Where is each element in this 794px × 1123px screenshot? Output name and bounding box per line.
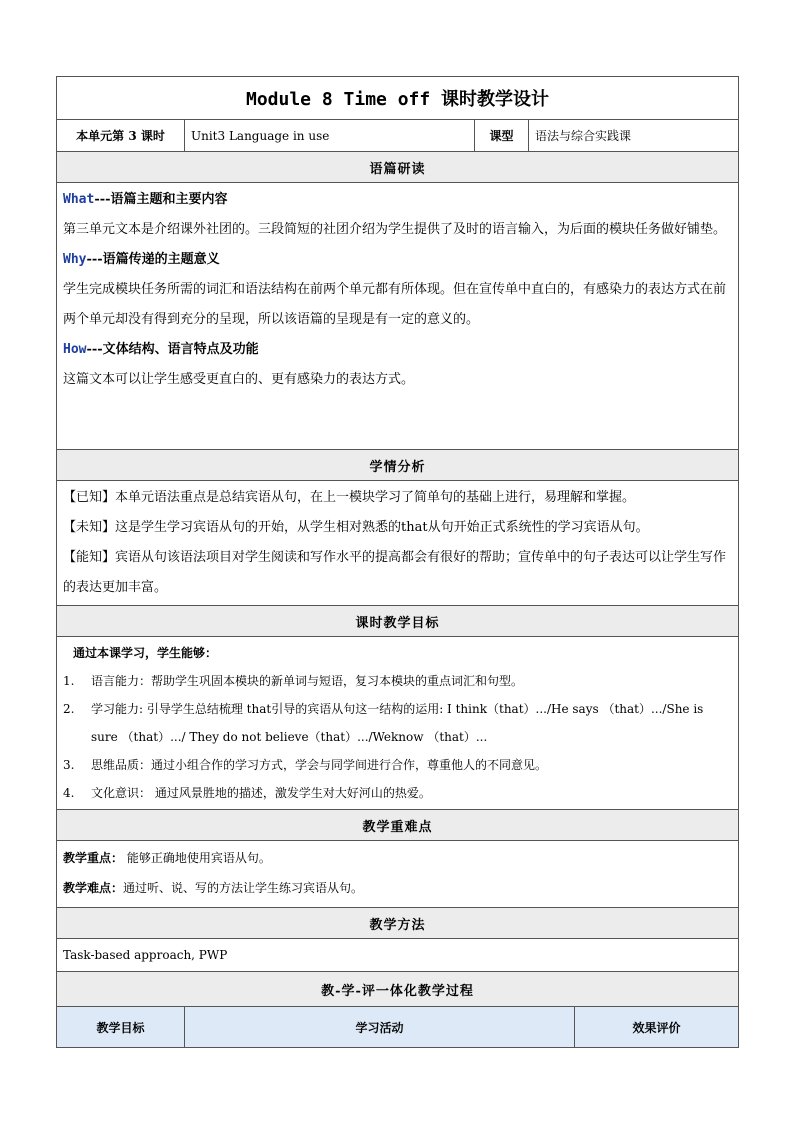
what-heading: What---语篇主题和主要内容 xyxy=(63,192,228,207)
key-points-content xyxy=(57,841,739,908)
objectives-content xyxy=(57,637,739,810)
objective-item: 1. 语言能力：帮助学生巩固本模块的新单词与短语，复习本模块的重点词汇和句型。 xyxy=(63,674,524,688)
text-study-content xyxy=(57,183,739,450)
unknown-item: 【未知】这是学生学习宾语从句的开始，从学生相对熟悉的that从句开始正式系统性的学习宾语从句。 xyxy=(63,520,649,535)
objective-item: 2. 学习能力: 引导学生总结梳理 that引导的宾语从句这一结构的运用: I think（that）.../He says （that）.../She is sure （that）.../ They do not believe（that）.../Weknow （that）... xyxy=(63,702,704,744)
lesson-type-value: 语法与综合实践课 xyxy=(529,120,739,152)
objective-item: 3. 思维品质：通过小组合作的学习方式，学会与同学间进行合作，尊重他人的不同意见。 xyxy=(63,758,548,772)
learner-analysis-content xyxy=(57,481,739,606)
process-col-objectives: 教学目标 xyxy=(57,1007,185,1048)
method-text: Task-based approach, PWP xyxy=(57,939,739,972)
why-body: 学生完成模块任务所需的词汇和语法结构在前两个单元都有所体现。但在宣传单中直白的，有感染力的表达方式在前两个单元却没有得到充分的呈现，所以该语篇的呈现是有一定的意义的。 xyxy=(63,282,727,327)
section-header-key-points: 教学重难点 xyxy=(57,810,739,841)
how-keyword: How xyxy=(63,342,87,357)
objectives-intro: 通过本课学习，学生能够： xyxy=(73,646,218,660)
lesson-plan-table xyxy=(56,76,739,1048)
process-col-evaluation: 效果评价 xyxy=(575,1007,739,1048)
what-body: 第三单元文本是介绍课外社团的。三段简短的社团介绍为学生提供了及时的语言输入，为后面的模块任务做好铺垫。 xyxy=(63,222,727,237)
section-header-objectives: 课时教学目标 xyxy=(57,606,739,637)
can-know-item: 【能知】宾语从句该语法项目对学生阅读和写作水平的提高都会有很好的帮助；宣传单中的句子表达可以让学生写作的表达更加丰富。 xyxy=(63,550,727,595)
section-header-process: 教-学-评一体化教学过程 xyxy=(57,972,739,1007)
section-header-method: 教学方法 xyxy=(57,908,739,939)
what-keyword: What xyxy=(63,192,95,207)
objective-item: 4. 文化意识： 通过风景胜地的描述，激发学生对大好河山的热爱。 xyxy=(63,786,431,800)
how-body: 这篇文本可以让学生感受更直白的、更有感染力的表达方式。 xyxy=(63,372,415,387)
section-header-text-study: 语篇研读 xyxy=(57,152,739,183)
unit-value: Unit3 Language in use xyxy=(185,120,475,152)
known-item: 【已知】本单元语法重点是总结宾语从句，在上一模块学习了简单句的基础上进行，易理解和掌握。 xyxy=(63,490,636,505)
lesson-type-label: 课型 xyxy=(475,120,529,152)
teaching-difficulty: 教学难点：通过听、说、写的方法让学生练习宾语从句。 xyxy=(63,881,364,895)
teaching-focus: 教学重点： 能够正确地使用宾语从句。 xyxy=(63,851,271,865)
document-title: Module 8 Time off 课时教学设计 xyxy=(57,77,739,120)
section-header-learner-analysis: 学情分析 xyxy=(57,450,739,481)
process-col-activities: 学习活动 xyxy=(185,1007,575,1048)
why-heading: Why---语篇传递的主题意义 xyxy=(63,252,220,267)
lesson-number-label: 本单元第 3 课时 xyxy=(57,120,185,152)
why-keyword: Why xyxy=(63,252,87,267)
how-heading: How---文体结构、语言特点及功能 xyxy=(63,342,259,357)
